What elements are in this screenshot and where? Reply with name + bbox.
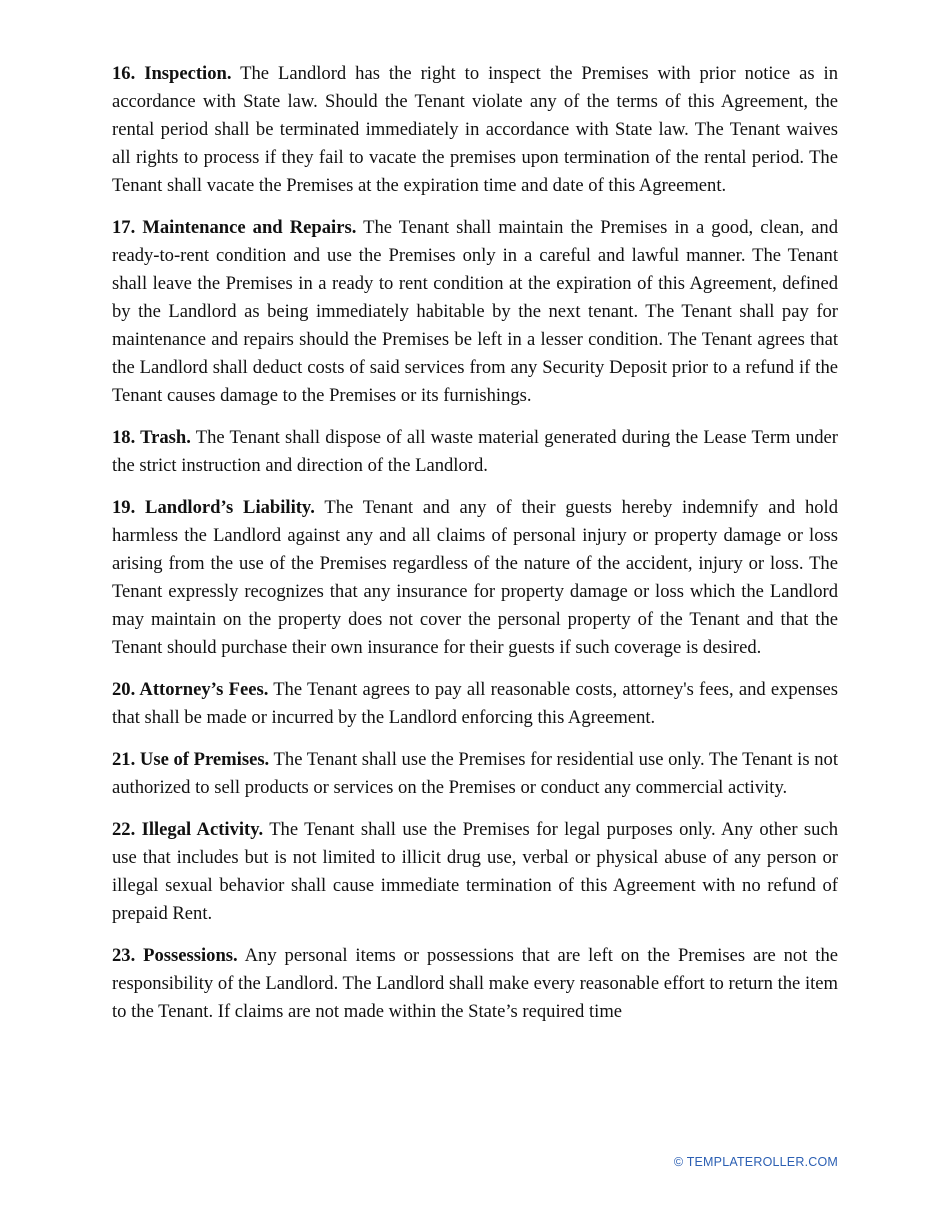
clause-body: The Tenant shall use the Premises for legal purposes only. Any other such use that includes but is not limited to illicit drug use, verbal or physical abuse of any person or illegal sexual behavior shall cause immediate termination of this Agreement with no refund of prepaid Rent. — [112, 819, 838, 924]
clause-20-attorney-fees — [112, 676, 838, 732]
clause-23-possessions — [112, 942, 838, 1026]
clause-body: The Landlord has the right to inspect the Premises with prior notice as in accordance with State law. Should the Tenant violate any of the terms of this Agreement, the rental period shall be terminated immediately in accordance with State law. The Tenant waives all rights to process if they fail to vacate the premises upon termination of the rental period. The Tenant shall vacate the Premises at the expiration time and date of this Agreement. — [112, 63, 838, 196]
clause-heading: 21. Use of Premises. — [112, 749, 270, 770]
clause-body: The Tenant shall use the Premises for residential use only. The Tenant is not authorized to sell products or services on the Premises or conduct any commercial activity. — [112, 749, 838, 798]
copyright-symbol: © — [673, 1155, 684, 1169]
clause-22-illegal-activity — [112, 816, 838, 928]
clause-heading: 18. Trash. — [112, 427, 191, 448]
clause-heading: 19. Landlord’s Liability. — [112, 497, 315, 518]
clause-body: The Tenant and any of their guests hereby indemnify and hold harmless the Landlord against any and all claims of personal injury or property damage or loss arising from the use of the Premises regardless of the nature of the accident, injury or loss. The Tenant expressly recognizes that any insurance for property damage or loss which the Landlord may maintain on the property does not cover the personal property of the Tenant and that the Tenant should purchase their own insurance for their guests if such coverage is desired. — [112, 497, 839, 658]
clause-17-maintenance — [112, 214, 838, 410]
clause-body: Any personal items or possessions that are left on the Premises are not the responsibility of the Landlord. The Landlord shall make every reasonable effort to return the item to the Tenant. If claims are not made within the State’s required time — [112, 945, 838, 1022]
clause-21-use-of-premises — [112, 746, 838, 802]
clause-heading: 23. Possessions. — [112, 945, 238, 966]
clause-body: The Tenant shall maintain the Premises in a good, clean, and ready-to-rent condition and use the Premises only in a careful and lawful manner. The Tenant shall leave the Premises in a ready to rent condition at the expiration of this Agreement, defined by the Landlord as being immediately habitable by the next tenant. The Tenant shall pay for maintenance and repairs should the Premises be left in a lesser condition. The Tenant agrees that the Landlord shall deduct costs of said services from any Security Deposit prior to a refund if the Tenant causes damage to the Premises or its furnishings. — [112, 217, 839, 406]
clause-heading: 20. Attorney’s Fees. — [112, 679, 269, 700]
clause-19-landlord-liability — [112, 494, 838, 662]
clause-heading: 17. Maintenance and Repairs. — [112, 217, 357, 238]
document-page — [112, 60, 838, 1040]
clause-heading: 22. Illegal Activity. — [112, 819, 264, 840]
footer-watermark[interactable] — [674, 1155, 838, 1169]
clause-body: The Tenant shall dispose of all waste material generated during the Lease Term under the strict instruction and direction of the Landlord. — [112, 427, 838, 476]
clause-18-trash — [112, 424, 838, 480]
clause-body: The Tenant agrees to pay all reasonable costs, attorney's fees, and expenses that shall be made or incurred by the Landlord enforcing this Agreement. — [112, 679, 838, 728]
clause-16-inspection — [112, 60, 838, 200]
footer-brand-link[interactable]: TEMPLATEROLLER.COM — [686, 1155, 838, 1169]
clause-heading: 16. Inspection. — [112, 63, 232, 84]
